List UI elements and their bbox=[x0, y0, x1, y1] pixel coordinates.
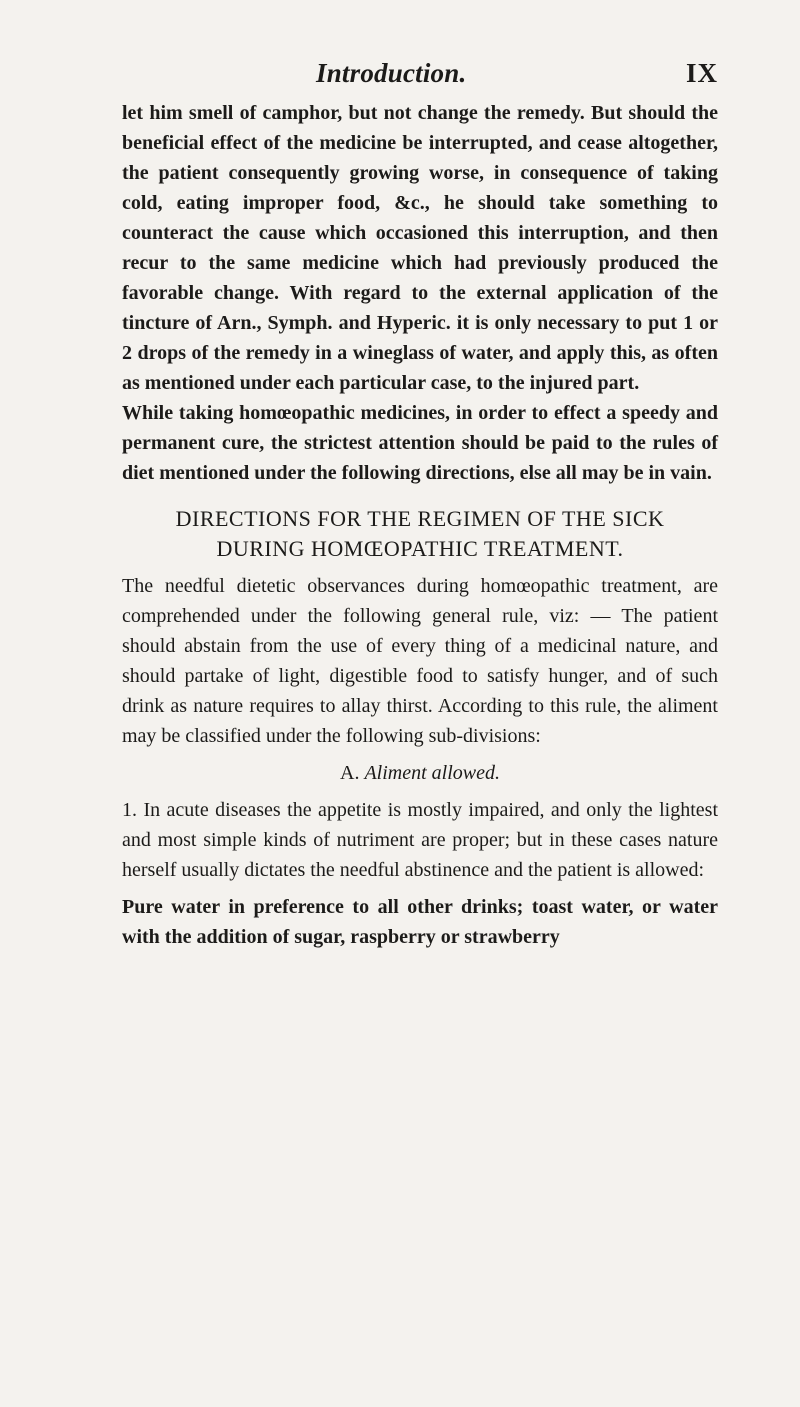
running-title: Introduction. bbox=[316, 58, 467, 88]
page-body bbox=[122, 98, 718, 952]
subsection-heading bbox=[122, 758, 718, 788]
paragraph-acute-diseases: 1. In acute diseases the appetite is mostly impaired, and only the lightest and most simple kinds of nutriment are proper; but in these cases nature herself usually dictates the needful abstinence and the patient is allowed: bbox=[122, 799, 718, 881]
section-heading-line-1: DIRECTIONS FOR THE REGIMEN OF THE SICK bbox=[175, 506, 665, 531]
section-heading-line-2: DURING HOMŒOPATHIC TREATMENT. bbox=[216, 536, 624, 561]
subsection-letter: A. bbox=[340, 762, 360, 784]
paragraph-dietetic-rule: The needful dietetic observances during homœopathic treatment, are comprehended under the following general rule, viz: — The patient should abstain from the use of every thing of a medicinal nature, and should partake of light, digestible food to satisfy hunger, and of such drink as nature requires to allay thirst. According to this rule, the aliment may be classified under the following sub-divisions: bbox=[122, 575, 718, 747]
paragraph-camphor-remedy: let him smell of camphor, but not change the remedy. But should the beneficial effect of the medicine be interrupted, and cease altogether, the patient consequently growing worse, in consequence of taking cold, eating improper food, &c., he should take something to counteract the cause which occasioned this interruption, and then recur to the same medicine which had previously produced the favorable change. With regard to the external application of the tincture of Arn., Symph. and Hyperic. it is only necessary to put 1 or 2 drops of the remedy in a wineglass of water, and apply this, as often as mentioned under each particular case, to the injured part. bbox=[122, 102, 718, 394]
paragraph-pure-water: Pure water in preference to all other drinks; toast water, or water with the addition of sugar, raspberry or strawberry bbox=[122, 896, 718, 948]
running-head bbox=[122, 58, 718, 96]
subsection-title: Aliment allowed. bbox=[364, 762, 500, 784]
paragraph-strict-attention: While taking homœopathic medicines, in order to effect a speedy and permanent cure, the strictest attention should be paid to the rules of diet mentioned under the following directions, else all may be in vain. bbox=[122, 402, 718, 484]
page-number: IX bbox=[685, 58, 718, 88]
